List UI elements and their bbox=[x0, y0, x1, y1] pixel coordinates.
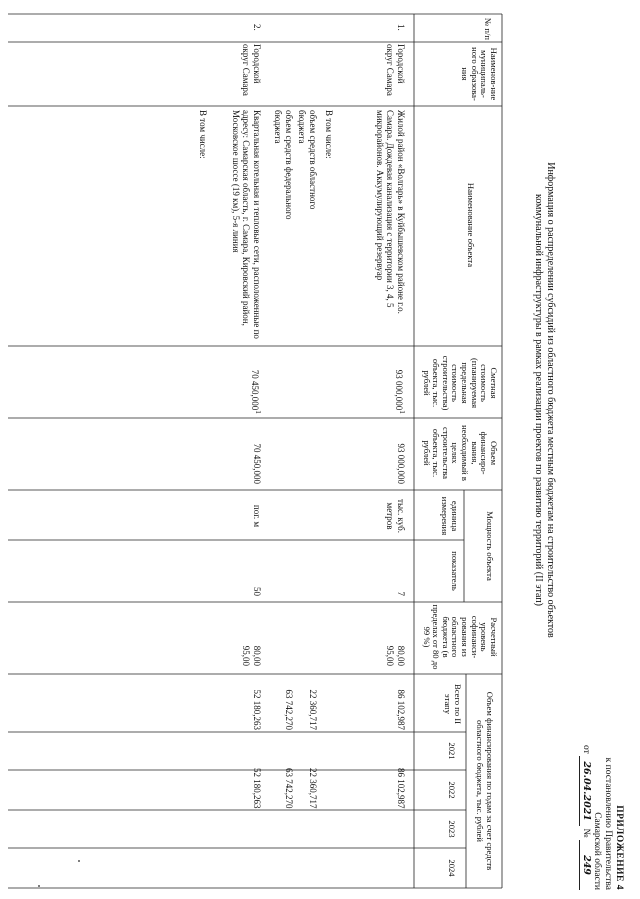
row2-object: Квартальная котельная и тепловые сети, расположенные по адресу: Самарская область, г. Самара, Кировский район, Московское шоссе (19 км), 5-я линия bbox=[230, 110, 262, 339]
header-capacity: Мощность объекта bbox=[485, 511, 495, 581]
row1-estimate-note: 1 bbox=[398, 410, 407, 414]
header-2021: 2021 bbox=[447, 742, 457, 760]
row2-estimate-value: 70 450,000 bbox=[250, 369, 260, 411]
row1-2022-federal: 63 742,270 bbox=[284, 768, 294, 809]
row1-financing: 93 000,000 bbox=[396, 443, 406, 484]
row1-unit: тыс. куб. метров bbox=[385, 499, 406, 533]
row1-object: Жилой район «Волгарь» в Куйбышевском районе г.о. Самара. Дождевая канализация с территории 3, 4, 5 микрорайонов. Аккумулирующий резервуар bbox=[374, 110, 406, 314]
row2-including: В том числе: bbox=[198, 110, 208, 159]
row1-municipality: Городской округ Самара bbox=[385, 44, 406, 96]
header-num: № п/п bbox=[483, 18, 493, 40]
row1-federal-total: 63 742,270 bbox=[284, 689, 294, 730]
header-unit: единица измерения bbox=[440, 496, 460, 536]
scan-speck bbox=[38, 885, 40, 887]
row1-federal-label: объем средств федерального бюджета bbox=[273, 110, 294, 220]
row1-2022: 86 102,987 bbox=[396, 768, 406, 809]
row1-estimate-value: 93 000,000 bbox=[394, 369, 404, 411]
header-municipality: Наименов-ние муниципаль-ного образова-ния bbox=[460, 47, 499, 101]
handwritten-date: 26.04.2021 bbox=[579, 756, 591, 826]
header-2022: 2022 bbox=[447, 781, 457, 799]
header-estimate: Сметная стоимость (планируемая предельная стоимость строительства) объекта, тыс. рублей bbox=[421, 355, 499, 411]
row1-2022-regional: 22 360,717 bbox=[308, 768, 318, 809]
header-funding: Объем финансирования по годам за счет средств областного бюджета, тыс. рублей bbox=[475, 691, 495, 871]
row2-cofin-95: 95,00 bbox=[241, 645, 251, 666]
row2-2022: 52 180,263 bbox=[252, 768, 262, 809]
header-cofin: Расчетный уровень софинанси-рования из областного бюджета (в пределах от 80 до 99 %) bbox=[421, 604, 499, 670]
header-total: Всего по II этапу bbox=[443, 684, 463, 724]
row2-estimate bbox=[250, 350, 262, 414]
appendix-title: ПРИЛОЖЕНИЕ 4 bbox=[614, 805, 624, 890]
header-2024: 2024 bbox=[447, 859, 457, 877]
row1-including: В том числе: bbox=[324, 110, 334, 159]
approval-date-line bbox=[579, 700, 591, 890]
row2-total: 52 180,263 bbox=[252, 689, 262, 730]
approval-line-2: Самарской области bbox=[592, 812, 603, 890]
header-indicator: показатель bbox=[450, 551, 460, 591]
row1-regional-label: объем средств областного бюджета bbox=[297, 110, 318, 210]
row2-num: 2. bbox=[252, 24, 262, 31]
row1-estimate bbox=[394, 350, 406, 414]
row1-cofin-95: 95,00 bbox=[385, 645, 395, 666]
row2-financing: 70 450,000 bbox=[252, 443, 262, 484]
row1-indicator: 7 bbox=[396, 591, 406, 596]
header-object: Наименование объекта bbox=[466, 182, 476, 268]
approval-block bbox=[579, 700, 624, 890]
row2-indicator: 50 bbox=[252, 587, 262, 596]
date-prefix: от bbox=[581, 745, 592, 754]
row2-estimate-note: 1 bbox=[254, 410, 263, 414]
row1-regional-total: 22 360,717 bbox=[308, 689, 318, 730]
row2-municipality: Городской округ Самара bbox=[241, 44, 262, 96]
row1-cofin-80: 80,00 bbox=[396, 645, 406, 666]
handwritten-number: 249 bbox=[579, 840, 591, 890]
row2-unit: пог. м bbox=[252, 504, 262, 528]
row2-cofin-80: 80,00 bbox=[252, 645, 262, 666]
number-prefix: № bbox=[581, 828, 592, 838]
row1-total: 86 102,987 bbox=[396, 689, 406, 730]
header-financing: Объем финансиро-вания, необходимый в целях строительства объекта, тыс. рублей bbox=[421, 425, 499, 481]
row1-num: 1. bbox=[396, 24, 406, 31]
document-title: Информация о распределении субсидий из областного бюджета местным бюджетам на строительство объектов коммунальной инфраструктуры в рамках реализации проектов по развитию территорий (II этап) bbox=[533, 162, 556, 638]
scan-speck bbox=[78, 860, 80, 862]
header-2023: 2023 bbox=[447, 820, 457, 838]
approval-line-1: к постановлению Правительства bbox=[603, 757, 614, 890]
